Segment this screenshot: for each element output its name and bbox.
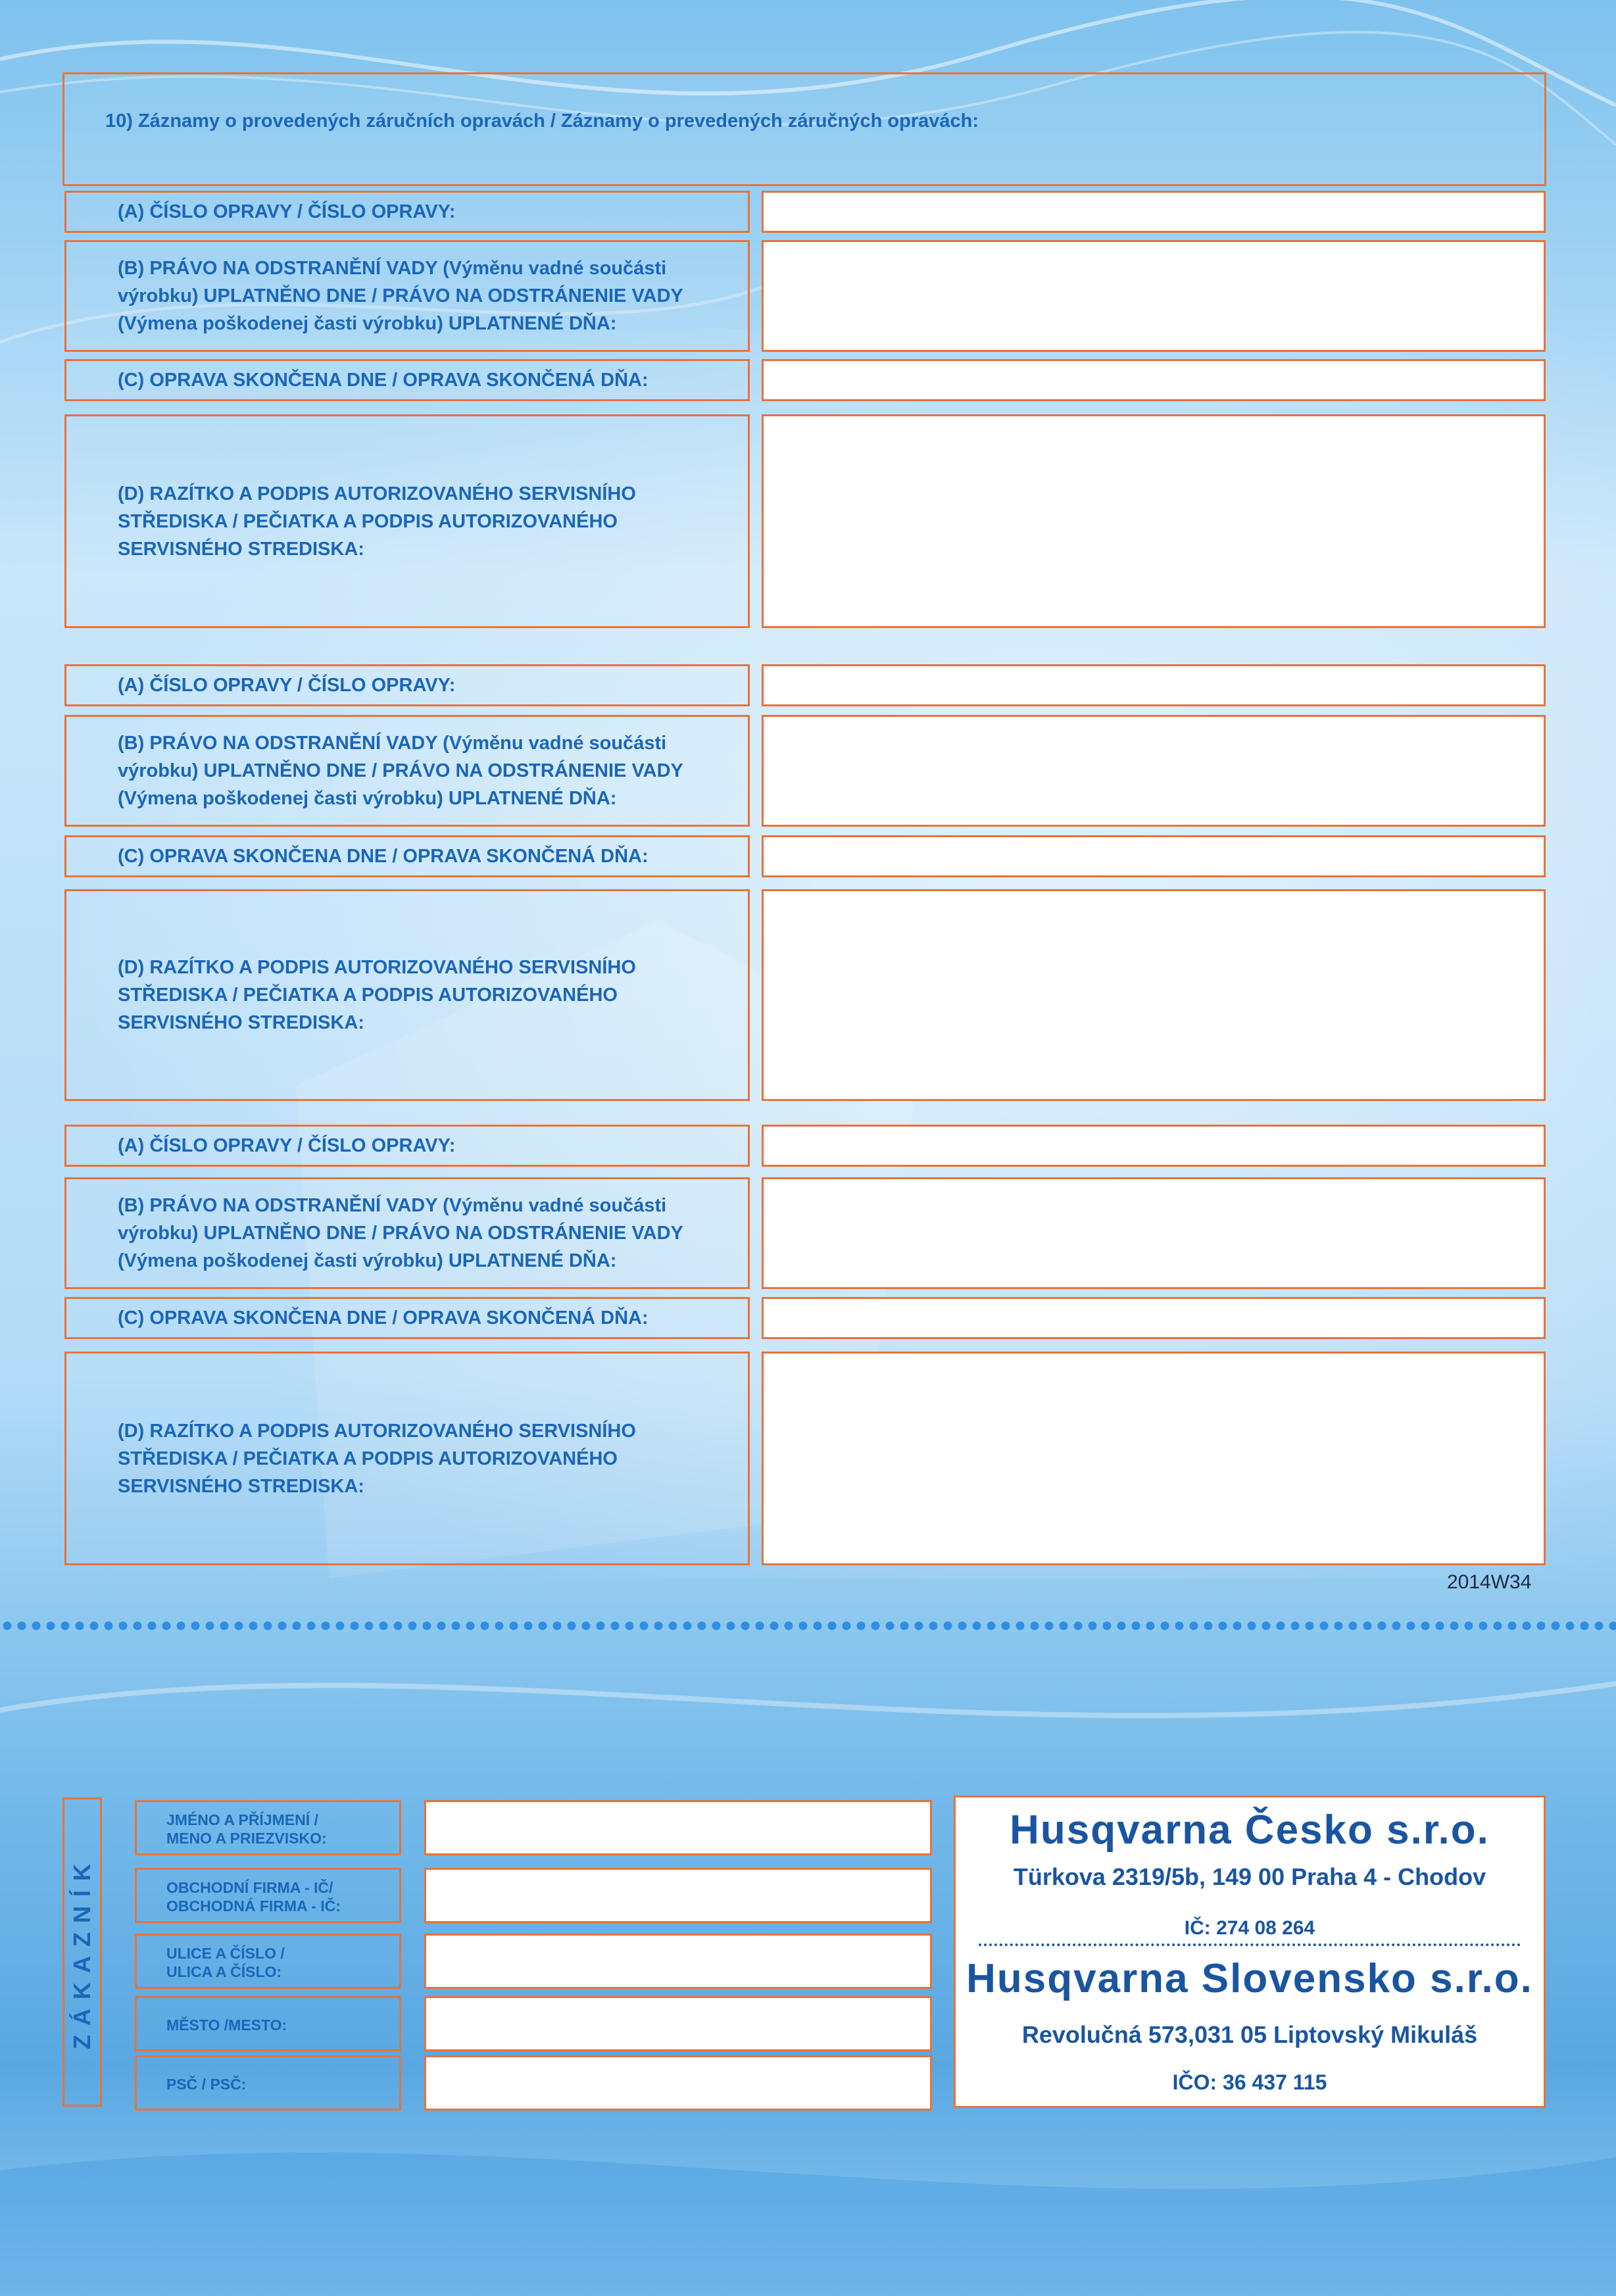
label-repair-number: (A) ČÍSLO OPRAVY / ČÍSLO OPRAVY: [64,191,750,233]
field-repair-finished[interactable] [762,359,1546,401]
field-repair-number[interactable] [762,664,1546,706]
label-repair-finished: (C) OPRAVA SKONČENA DNE / OPRAVA SKONČENÁ DŇA: [64,1297,750,1339]
label-stamp-signature: (D) RAZÍTKO A PODPIS AUTORIZOVANÉHO SERVISNÍHO STŘEDISKA / PEČIATKA A PODPIS AUTORIZOVANÉHO SERVISNÉHO STREDISKA: [64,889,750,1101]
field-repair-finished[interactable] [762,835,1546,877]
label-city: MĚSTO /MESTO: [135,1996,401,2051]
field-claim-date[interactable] [762,1177,1546,1289]
label-customer-name: JMÉNO A PŘÍJMENÍ / MENO A PRIEZVISKO: [135,1800,401,1855]
label-stamp-signature: (D) RAZÍTKO A PODPIS AUTORIZOVANÉHO SERVISNÍHO STŘEDISKA / PEČIATKA A PODPIS AUTORIZOVANÉHO SERVISNÉHO STREDISKA: [64,414,750,628]
field-postcode[interactable] [424,2055,932,2111]
field-customer-name[interactable] [424,1800,932,1855]
company-cz-name: Husqvarna Česko s.r.o. [1010,1807,1490,1853]
field-repair-number[interactable] [762,1125,1546,1167]
label-stamp-signature: (D) RAZÍTKO A PODPIS AUTORIZOVANÉHO SERVISNÍHO STŘEDISKA / PEČIATKA A PODPIS AUTORIZOVANÉHO SERVISNÉHO STREDISKA: [64,1352,750,1565]
label-repair-number: (A) ČÍSLO OPRAVY / ČÍSLO OPRAVY: [64,664,750,706]
label-claim-date: (B) PRÁVO NA ODSTRANĚNÍ VADY (Výměnu vadné součásti výrobku) UPLATNĚNO DNE / PRÁVO NA ODSTRÁNENIE VADY (Výmena poškodenej časti výrobku) UPLATNENÉ DŇA: [64,240,750,352]
company-cz-ic: IČ: 274 08 264 [1184,1917,1315,1939]
dotted-divider [979,1943,1521,1946]
company-sk-name: Husqvarna Slovensko s.r.o. [966,1956,1533,2001]
company-sk-ico: IČO: 36 437 115 [1172,2070,1327,2094]
label-repair-finished: (C) OPRAVA SKONČENA DNE / OPRAVA SKONČENÁ DŇA: [64,359,750,401]
field-city[interactable] [424,1996,932,2051]
field-repair-finished[interactable] [762,1297,1546,1339]
label-company-id: OBCHODNÍ FIRMA - IČ/ OBCHODNÁ FIRMA - IČ: [135,1868,401,1923]
section-heading: 10) Záznamy o provedených záručních opravách / Záznamy o prevedených záručných opravách: [105,110,979,132]
company-info-box [954,1795,1546,2108]
label-repair-number: (A) ČÍSLO OPRAVY / ČÍSLO OPRAVY: [64,1125,750,1167]
label-repair-finished: (C) OPRAVA SKONČENA DNE / OPRAVA SKONČENÁ DŇA: [64,835,750,877]
company-sk-address: Revolučná 573,031 05 Liptovský Mikuláš [1021,2021,1478,2048]
field-claim-date[interactable] [762,240,1546,352]
field-claim-date[interactable] [762,715,1546,827]
field-stamp-signature[interactable] [762,1352,1546,1565]
field-repair-number[interactable] [762,191,1546,233]
label-postcode: PSČ / PSČ: [135,2055,401,2111]
perforation-line [0,1621,1616,1631]
field-company-id[interactable] [424,1868,932,1923]
label-street: ULICE A ČÍSLO / ULICA A ČÍSLO: [135,1934,401,1989]
field-stamp-signature[interactable] [762,889,1546,1101]
label-claim-date: (B) PRÁVO NA ODSTRANĚNÍ VADY (Výměnu vadné součásti výrobku) UPLATNĚNO DNE / PRÁVO NA ODSTRÁNENIE VADY (Výmena poškodenej časti výrobku) UPLATNENÉ DŇA: [64,1177,750,1289]
field-street[interactable] [424,1934,932,1989]
form-version: 2014W34 [1447,1571,1532,1593]
customer-side-label: ZÁKAZNÍK [62,1797,102,2107]
label-claim-date: (B) PRÁVO NA ODSTRANĚNÍ VADY (Výměnu vadné součásti výrobku) UPLATNĚNO DNE / PRÁVO NA ODSTRÁNENIE VADY (Výmena poškodenej časti výrobku) UPLATNENÉ DŇA: [64,715,750,827]
company-cz-address: Türkova 2319/5b, 149 00 Praha 4 - Chodov [1013,1863,1486,1890]
field-stamp-signature[interactable] [762,414,1546,628]
